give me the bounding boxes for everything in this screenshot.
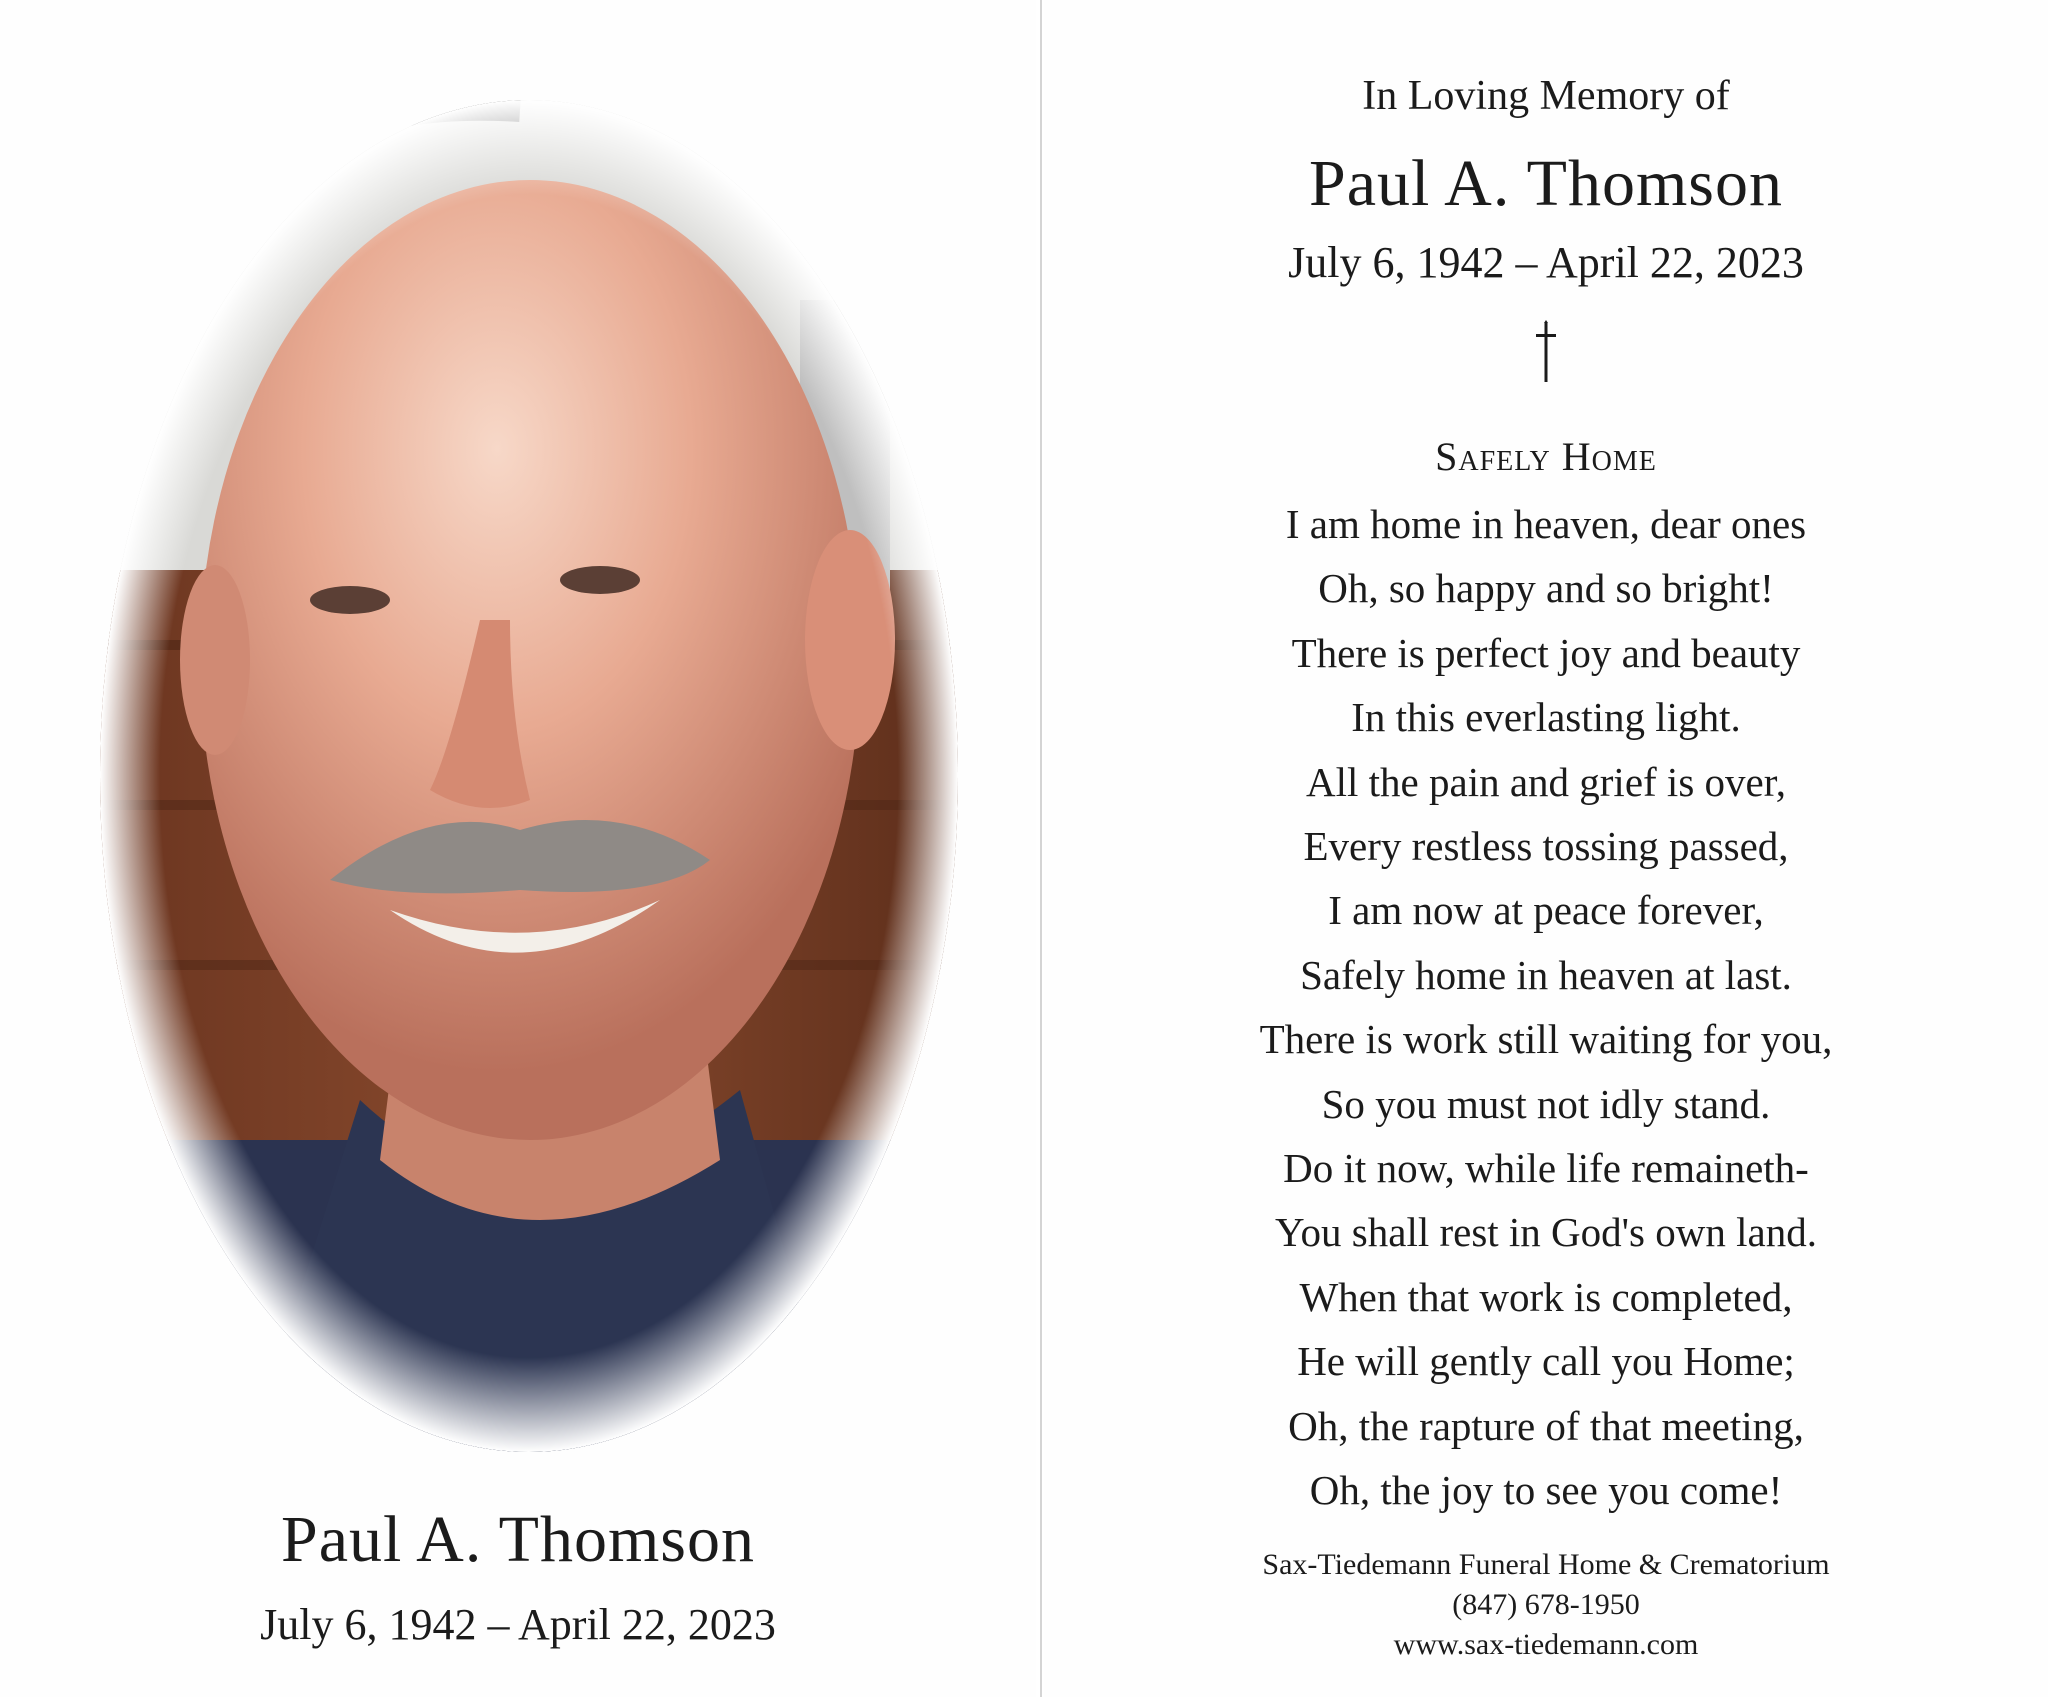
deceased-name: Paul A. Thomson — [280, 1503, 755, 1576]
poem-line: Oh, so happy and so bright! — [1318, 565, 1774, 612]
card-divider — [1040, 0, 1042, 1697]
memory-heading: In Loving Memory of — [1362, 73, 1730, 119]
poem-line: So you must not idly stand. — [1321, 1080, 1771, 1127]
cross-icon — [1044, 320, 2048, 384]
poem-line: Safely home in heaven at last. — [1300, 951, 1792, 998]
poem-line: I am now at peace forever, — [1328, 887, 1764, 934]
portrait-illustration — [100, 100, 958, 1452]
funeral-home-name: Sax-Tiedemann Funeral Home & Crematorium — [1262, 1548, 1830, 1581]
poem-line: You shall rest in God's own land. — [1275, 1209, 1817, 1256]
memorial-card-back — [1044, 0, 2048, 1697]
deceased-name: Paul A. Thomson — [1308, 147, 1783, 220]
poem-line: When that work is completed, — [1299, 1273, 1793, 1320]
poem-text — [1044, 492, 2048, 1523]
poem-line: Oh, the joy to see you come! — [1309, 1467, 1783, 1514]
poem-title: Safely Home — [1435, 434, 1657, 479]
funeral-home-phone: (847) 678-1950 — [1452, 1588, 1640, 1621]
portrait-photo — [100, 100, 958, 1452]
poem-line: In this everlasting light. — [1351, 694, 1741, 741]
poem-line: I am home in heaven, dear ones — [1285, 501, 1807, 547]
funeral-home-website: www.sax-tiedemann.com — [1393, 1628, 1699, 1661]
poem-line: He will gently call you Home; — [1297, 1338, 1795, 1385]
poem-line: Do it now, while life remaineth- — [1283, 1145, 1809, 1192]
poem-line: All the pain and grief is over, — [1306, 758, 1786, 805]
poem-line: There is work still waiting for you, — [1259, 1016, 1833, 1063]
life-dates: July 6, 1942 – April 22, 2023 — [1288, 238, 1804, 287]
life-dates: July 6, 1942 – April 22, 2023 — [260, 1600, 776, 1649]
poem-line: Every restless tossing passed, — [1303, 823, 1789, 870]
poem-line: Oh, the rapture of that meeting, — [1288, 1402, 1804, 1449]
poem-line: There is perfect joy and beauty — [1291, 629, 1801, 676]
